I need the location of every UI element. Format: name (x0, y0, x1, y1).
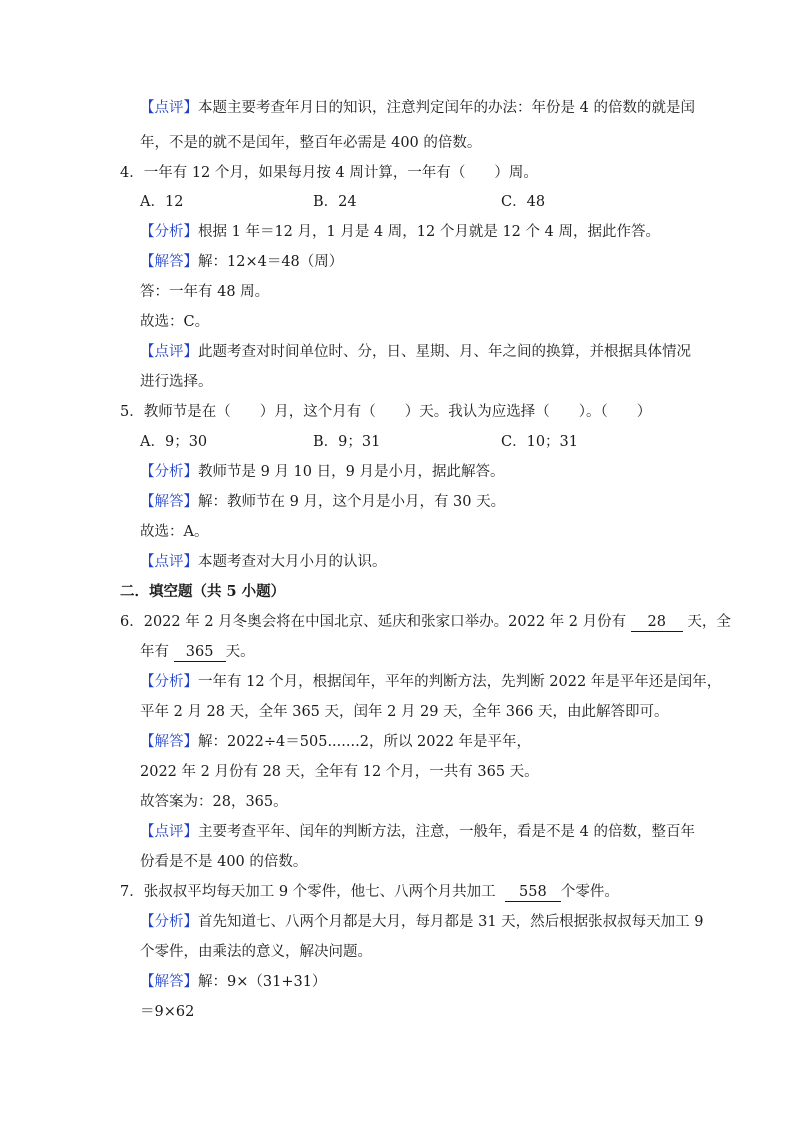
q4-analysis: 【分析】根据 1 年＝12 月，1 月是 4 周，12 个月就是 12 个 4 周，据此作答。 (140, 224, 660, 240)
answer-tag: 【解答】 (140, 254, 198, 270)
q6-stem-line-1: 6．2022 年 2 月冬奥会将在中国北京、延庆和张家口举办。2022 年 2 月份有 28 天，全 (120, 614, 731, 630)
q7-answer-line-1: 【解答】解：9×（31+31） (140, 974, 327, 990)
q5-stem: 5．教师节是在（ ）月，这个月有（ ）天。我认为应选择（ ）。（ ） (120, 404, 652, 420)
option-c: C．48 (501, 194, 546, 210)
review-tag: 【点评】 (140, 100, 198, 116)
q7-analysis-line-1: 【分析】首先知道七、八两个月都是大月，每月都是 31 天，然后根据张叔叔每天加工 9 (140, 914, 704, 930)
analysis-tag: 【分析】 (140, 464, 198, 480)
review-tag: 【点评】 (140, 824, 198, 840)
q5-options (140, 432, 660, 452)
review-tag: 【点评】 (140, 554, 198, 570)
q6-review-line-1: 【点评】主要考查平年、闰年的判断方法，注意，一般年，看是不是 4 的倍数，整百年 (140, 824, 695, 840)
q4-review-line-1: 【点评】此题考查对时间单位时、分，日、星期、月、年之间的换算，并根据具体情况 (140, 344, 691, 360)
q4-choice: 故选：C。 (140, 314, 210, 330)
q5-review: 【点评】本题考查对大月小月的认识。 (140, 554, 387, 570)
answer-tag: 【解答】 (140, 974, 198, 990)
q6-analysis-line-1: 【分析】一年有 12 个月，根据闰年，平年的判断方法，先判断 2022 年是平年还是闰年， (140, 674, 722, 690)
review-tag: 【点评】 (140, 344, 198, 360)
q4-answer: 【解答】解：12×4＝48（周） (140, 254, 344, 270)
q5-choice: 故选：A。 (140, 524, 209, 540)
q7-stem: 7．张叔叔平均每天加工 9 个零件，他七、八两个月共加工 558 个零件。 (120, 884, 619, 900)
q6-stem-line-2: 年有 365 天。 (140, 644, 255, 660)
q6-analysis-line-2: 平年 2 月 28 天，全年 365 天，闰年 2 月 29 天，全年 366 天，由此解答即可。 (140, 704, 669, 720)
q4-reply: 答：一年有 48 周。 (140, 284, 270, 300)
answer-blank: 365 (174, 643, 226, 662)
answer-blank: 558 (505, 883, 561, 902)
answer-tag: 【解答】 (140, 494, 198, 510)
q4-stem: 4．一年有 12 个月，如果每月按 4 周计算，一年有（ ）周。 (120, 165, 538, 181)
analysis-tag: 【分析】 (140, 674, 198, 690)
section-heading: 二．填空题（共 5 小题） (120, 583, 286, 600)
q3-review-line-1: 【点评】本题主要考查年月日的知识，注意判定闰年的办法：年份是 4 的倍数的就是闰 (140, 100, 695, 116)
q5-answer: 【解答】解：教师节在 9 月，这个月是小月，有 30 天。 (140, 494, 506, 510)
option-b: B．24 (313, 194, 357, 210)
option-a: A．9；30 (140, 434, 208, 450)
q6-answer-line-1: 【解答】解：2022÷4＝505.......2，所以 2022 年是平年， (140, 734, 532, 750)
q4-options (140, 192, 660, 212)
q7-analysis-line-2: 个零件，由乘法的意义，解决问题。 (140, 944, 372, 960)
q6-answer-line-3: 故答案为：28，365。 (140, 794, 288, 810)
q7-answer-line-2: ＝9×62 (140, 1004, 195, 1020)
answer-tag: 【解答】 (140, 734, 198, 750)
answer-blank: 28 (631, 613, 683, 632)
option-b: B．9；31 (313, 434, 381, 450)
q6-review-line-2: 份看是不是 400 的倍数。 (140, 854, 308, 870)
option-a: A．12 (140, 194, 184, 210)
q6-answer-line-2: 2022 年 2 月份有 28 天，全年有 12 个月，一共有 365 天。 (140, 764, 539, 780)
analysis-tag: 【分析】 (140, 224, 198, 240)
q3-review-line-2: 年，不是的就不是闰年，整百年必需是 400 的倍数。 (140, 135, 482, 151)
option-c: C．10；31 (501, 434, 578, 450)
analysis-tag: 【分析】 (140, 914, 198, 930)
q4-review-line-2: 进行选择。 (140, 374, 213, 390)
q5-analysis: 【分析】教师节是 9 月 10 日，9 月是小月，据此解答。 (140, 464, 505, 480)
